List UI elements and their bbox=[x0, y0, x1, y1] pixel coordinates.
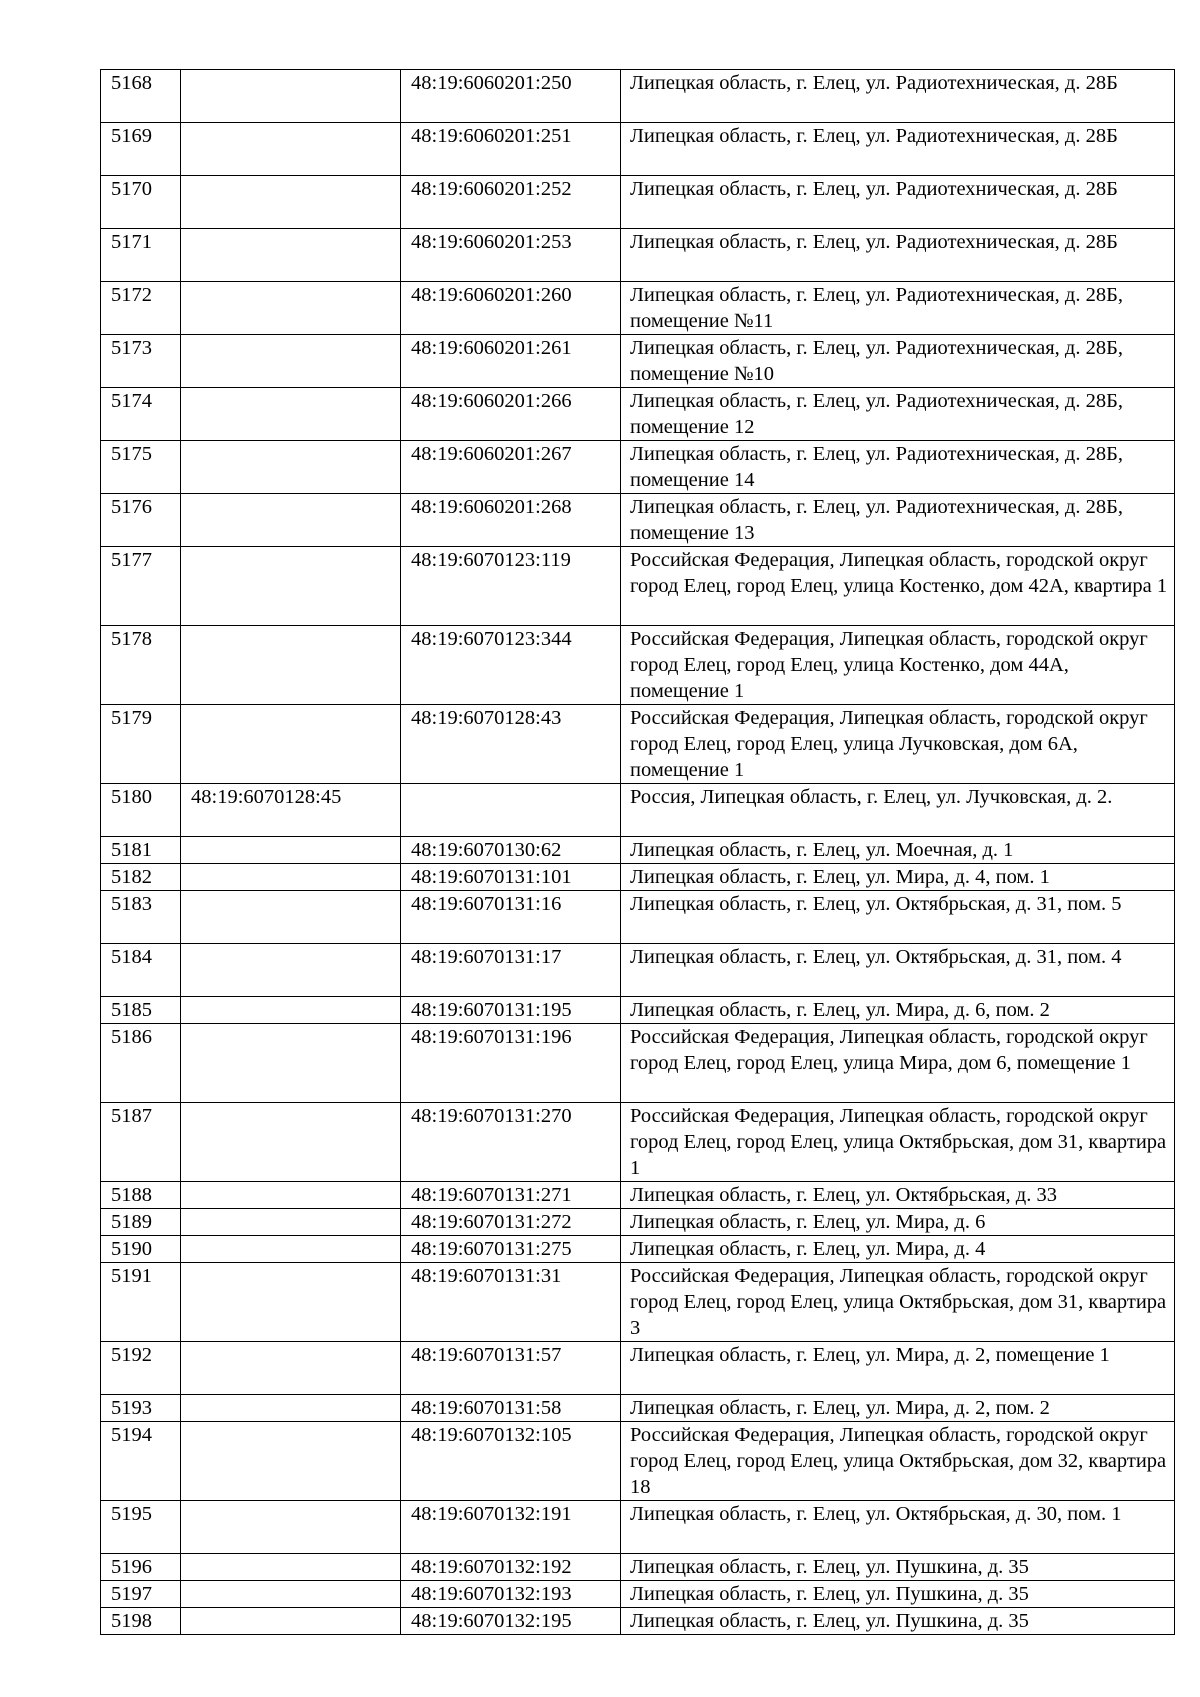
row-number-cell: 5187 bbox=[101, 1103, 181, 1182]
row-number-cell: 5169 bbox=[101, 123, 181, 176]
table-row bbox=[101, 1024, 1175, 1103]
address-cell: Липецкая область, г. Елец, ул. Октябрьская, д. 30, пом. 1 bbox=[621, 1501, 1175, 1554]
cadastral-number-cell: 48:19:6070131:58 bbox=[401, 1395, 621, 1422]
address-cell: Липецкая область, г. Елец, ул. Пушкина, д. 35 bbox=[621, 1581, 1175, 1608]
row-number-cell: 5176 bbox=[101, 494, 181, 547]
cadastral-number-cell: 48:19:6060201:252 bbox=[401, 176, 621, 229]
address-cell: Липецкая область, г. Елец, ул. Радиотехническая, д. 28Б, помещение №10 bbox=[621, 335, 1175, 388]
table-row bbox=[101, 1422, 1175, 1501]
row-number-cell: 5172 bbox=[101, 282, 181, 335]
row-number-cell: 5193 bbox=[101, 1395, 181, 1422]
cadastral-number-cell bbox=[181, 1024, 401, 1103]
table-row bbox=[101, 784, 1175, 837]
row-number-cell: 5173 bbox=[101, 335, 181, 388]
row-number-cell: 5174 bbox=[101, 388, 181, 441]
row-number-cell: 5171 bbox=[101, 229, 181, 282]
table-row bbox=[101, 1501, 1175, 1554]
row-number-cell: 5178 bbox=[101, 626, 181, 705]
address-cell: Российская Федерация, Липецкая область, городской округ город Елец, город Елец, улица Костенко, дом 44А, помещение 1 bbox=[621, 626, 1175, 705]
cadastral-number-cell bbox=[181, 1103, 401, 1182]
document-page bbox=[100, 69, 1174, 1635]
row-number-cell: 5184 bbox=[101, 944, 181, 997]
cadastral-number-cell bbox=[181, 1342, 401, 1395]
cadastral-number-cell bbox=[401, 784, 621, 837]
row-number-cell: 5190 bbox=[101, 1236, 181, 1263]
cadastral-number-cell: 48:19:6070132:195 bbox=[401, 1608, 621, 1635]
cadastral-number-cell: 48:19:6070132:192 bbox=[401, 1554, 621, 1581]
table-row bbox=[101, 1263, 1175, 1342]
row-number-cell: 5175 bbox=[101, 441, 181, 494]
cadastral-number-cell: 48:19:6070131:57 bbox=[401, 1342, 621, 1395]
table-row bbox=[101, 388, 1175, 441]
cadastral-number-cell: 48:19:6070131:195 bbox=[401, 997, 621, 1024]
row-number-cell: 5182 bbox=[101, 864, 181, 891]
cadastral-number-cell: 48:19:6070131:270 bbox=[401, 1103, 621, 1182]
table-row bbox=[101, 1342, 1175, 1395]
table-row bbox=[101, 282, 1175, 335]
cadastral-number-cell bbox=[181, 494, 401, 547]
address-cell: Российская Федерация, Липецкая область, городской округ город Елец, город Елец, улица Октябрьская, дом 31, квартира 3 bbox=[621, 1263, 1175, 1342]
address-cell: Россия, Липецкая область, г. Елец, ул. Лучковская, д. 2. bbox=[621, 784, 1175, 837]
table-row bbox=[101, 1236, 1175, 1263]
cadastral-number-cell: 48:19:6070128:43 bbox=[401, 705, 621, 784]
address-cell: Липецкая область, г. Елец, ул. Радиотехническая, д. 28Б, помещение 14 bbox=[621, 441, 1175, 494]
cadastral-number-cell: 48:19:6070131:275 bbox=[401, 1236, 621, 1263]
address-cell: Липецкая область, г. Елец, ул. Мира, д. 4 bbox=[621, 1236, 1175, 1263]
cadastral-number-cell bbox=[181, 1209, 401, 1236]
table-row bbox=[101, 1182, 1175, 1209]
table-row bbox=[101, 837, 1175, 864]
cadastral-number-cell: 48:19:6060201:250 bbox=[401, 70, 621, 123]
table-row bbox=[101, 70, 1175, 123]
table-row bbox=[101, 494, 1175, 547]
address-cell: Российская Федерация, Липецкая область, городской округ город Елец, город Елец, улица Лучковская, дом 6А, помещение 1 bbox=[621, 705, 1175, 784]
table-row bbox=[101, 229, 1175, 282]
row-number-cell: 5196 bbox=[101, 1554, 181, 1581]
table-row bbox=[101, 1103, 1175, 1182]
table-row bbox=[101, 1395, 1175, 1422]
cadastral-number-cell: 48:19:6070131:271 bbox=[401, 1182, 621, 1209]
cadastral-number-cell bbox=[181, 70, 401, 123]
table-row bbox=[101, 864, 1175, 891]
address-cell: Липецкая область, г. Елец, ул. Пушкина, д. 35 bbox=[621, 1554, 1175, 1581]
row-number-cell: 5191 bbox=[101, 1263, 181, 1342]
cadastral-number-cell bbox=[181, 1501, 401, 1554]
row-number-cell: 5198 bbox=[101, 1608, 181, 1635]
table-row bbox=[101, 176, 1175, 229]
address-cell: Липецкая область, г. Елец, ул. Радиотехническая, д. 28Б bbox=[621, 229, 1175, 282]
address-cell: Липецкая область, г. Елец, ул. Радиотехническая, д. 28Б bbox=[621, 176, 1175, 229]
cadastral-number-cell bbox=[181, 944, 401, 997]
address-cell: Липецкая область, г. Елец, ул. Мира, д. 2, помещение 1 bbox=[621, 1342, 1175, 1395]
cadastral-number-cell: 48:19:6070131:31 bbox=[401, 1263, 621, 1342]
address-cell: Липецкая область, г. Елец, ул. Радиотехническая, д. 28Б bbox=[621, 123, 1175, 176]
address-cell: Российская Федерация, Липецкая область, городской округ город Елец, город Елец, улица Октябрьская, дом 32, квартира 18 bbox=[621, 1422, 1175, 1501]
row-number-cell: 5168 bbox=[101, 70, 181, 123]
row-number-cell: 5195 bbox=[101, 1501, 181, 1554]
table-row bbox=[101, 1554, 1175, 1581]
property-registry-table bbox=[100, 69, 1175, 1635]
cadastral-number-cell bbox=[181, 705, 401, 784]
table-row bbox=[101, 547, 1175, 626]
address-cell: Липецкая область, г. Елец, ул. Радиотехническая, д. 28Б, помещение 12 bbox=[621, 388, 1175, 441]
address-cell: Липецкая область, г. Елец, ул. Радиотехническая, д. 28Б bbox=[621, 70, 1175, 123]
table-row bbox=[101, 891, 1175, 944]
cadastral-number-cell bbox=[181, 864, 401, 891]
cadastral-number-cell: 48:19:6070132:191 bbox=[401, 1501, 621, 1554]
row-number-cell: 5180 bbox=[101, 784, 181, 837]
cadastral-number-cell: 48:19:6060201:253 bbox=[401, 229, 621, 282]
registry-table-body bbox=[101, 70, 1175, 1635]
cadastral-number-cell: 48:19:6070132:105 bbox=[401, 1422, 621, 1501]
cadastral-number-cell: 48:19:6060201:251 bbox=[401, 123, 621, 176]
cadastral-number-cell: 48:19:6070123:344 bbox=[401, 626, 621, 705]
cadastral-number-cell bbox=[181, 176, 401, 229]
cadastral-number-cell bbox=[181, 335, 401, 388]
cadastral-number-cell: 48:19:6060201:267 bbox=[401, 441, 621, 494]
cadastral-number-cell: 48:19:6070130:62 bbox=[401, 837, 621, 864]
row-number-cell: 5189 bbox=[101, 1209, 181, 1236]
cadastral-number-cell: 48:19:6060201:268 bbox=[401, 494, 621, 547]
row-number-cell: 5181 bbox=[101, 837, 181, 864]
row-number-cell: 5179 bbox=[101, 705, 181, 784]
cadastral-number-cell bbox=[181, 1395, 401, 1422]
cadastral-number-cell: 48:19:6060201:261 bbox=[401, 335, 621, 388]
address-cell: Российская Федерация, Липецкая область, городской округ город Елец, город Елец, улица Мира, дом 6, помещение 1 bbox=[621, 1024, 1175, 1103]
row-number-cell: 5183 bbox=[101, 891, 181, 944]
table-row bbox=[101, 944, 1175, 997]
cadastral-number-cell: 48:19:6070131:16 bbox=[401, 891, 621, 944]
address-cell: Липецкая область, г. Елец, ул. Мира, д. 4, пом. 1 bbox=[621, 864, 1175, 891]
cadastral-number-cell bbox=[181, 1422, 401, 1501]
cadastral-number-cell bbox=[181, 891, 401, 944]
row-number-cell: 5188 bbox=[101, 1182, 181, 1209]
cadastral-number-cell: 48:19:6070128:45 bbox=[181, 784, 401, 837]
row-number-cell: 5177 bbox=[101, 547, 181, 626]
cadastral-number-cell: 48:19:6060201:260 bbox=[401, 282, 621, 335]
table-row bbox=[101, 705, 1175, 784]
table-row bbox=[101, 1581, 1175, 1608]
address-cell: Российская Федерация, Липецкая область, городской округ город Елец, город Елец, улица Октябрьская, дом 31, квартира 1 bbox=[621, 1103, 1175, 1182]
address-cell: Липецкая область, г. Елец, ул. Радиотехническая, д. 28Б, помещение №11 bbox=[621, 282, 1175, 335]
cadastral-number-cell bbox=[181, 1581, 401, 1608]
address-cell: Липецкая область, г. Елец, ул. Октябрьская, д. 33 bbox=[621, 1182, 1175, 1209]
address-cell: Липецкая область, г. Елец, ул. Мира, д. 6, пом. 2 bbox=[621, 997, 1175, 1024]
address-cell: Липецкая область, г. Елец, ул. Октябрьская, д. 31, пом. 5 bbox=[621, 891, 1175, 944]
cadastral-number-cell: 48:19:6070132:193 bbox=[401, 1581, 621, 1608]
cadastral-number-cell bbox=[181, 1236, 401, 1263]
address-cell: Липецкая область, г. Елец, ул. Моечная, д. 1 bbox=[621, 837, 1175, 864]
cadastral-number-cell: 48:19:6060201:266 bbox=[401, 388, 621, 441]
cadastral-number-cell bbox=[181, 229, 401, 282]
table-row bbox=[101, 123, 1175, 176]
cadastral-number-cell bbox=[181, 1182, 401, 1209]
cadastral-number-cell bbox=[181, 123, 401, 176]
address-cell: Липецкая область, г. Елец, ул. Мира, д. 6 bbox=[621, 1209, 1175, 1236]
address-cell: Российская Федерация, Липецкая область, городской округ город Елец, город Елец, улица Костенко, дом 42А, квартира 1 bbox=[621, 547, 1175, 626]
cadastral-number-cell bbox=[181, 1554, 401, 1581]
cadastral-number-cell: 48:19:6070131:101 bbox=[401, 864, 621, 891]
address-cell: Липецкая область, г. Елец, ул. Пушкина, д. 35 bbox=[621, 1608, 1175, 1635]
cadastral-number-cell bbox=[181, 1263, 401, 1342]
table-row bbox=[101, 335, 1175, 388]
cadastral-number-cell bbox=[181, 1608, 401, 1635]
table-row bbox=[101, 997, 1175, 1024]
cadastral-number-cell: 48:19:6070131:17 bbox=[401, 944, 621, 997]
cadastral-number-cell bbox=[181, 441, 401, 494]
cadastral-number-cell bbox=[181, 388, 401, 441]
cadastral-number-cell: 48:19:6070131:196 bbox=[401, 1024, 621, 1103]
row-number-cell: 5170 bbox=[101, 176, 181, 229]
cadastral-number-cell: 48:19:6070123:119 bbox=[401, 547, 621, 626]
cadastral-number-cell bbox=[181, 547, 401, 626]
table-row bbox=[101, 626, 1175, 705]
row-number-cell: 5186 bbox=[101, 1024, 181, 1103]
cadastral-number-cell bbox=[181, 997, 401, 1024]
address-cell: Липецкая область, г. Елец, ул. Радиотехническая, д. 28Б, помещение 13 bbox=[621, 494, 1175, 547]
table-row bbox=[101, 1209, 1175, 1236]
address-cell: Липецкая область, г. Елец, ул. Мира, д. 2, пом. 2 bbox=[621, 1395, 1175, 1422]
address-cell: Липецкая область, г. Елец, ул. Октябрьская, д. 31, пом. 4 bbox=[621, 944, 1175, 997]
cadastral-number-cell bbox=[181, 837, 401, 864]
table-row bbox=[101, 1608, 1175, 1635]
row-number-cell: 5192 bbox=[101, 1342, 181, 1395]
row-number-cell: 5197 bbox=[101, 1581, 181, 1608]
table-row bbox=[101, 441, 1175, 494]
cadastral-number-cell: 48:19:6070131:272 bbox=[401, 1209, 621, 1236]
cadastral-number-cell bbox=[181, 626, 401, 705]
cadastral-number-cell bbox=[181, 282, 401, 335]
row-number-cell: 5194 bbox=[101, 1422, 181, 1501]
row-number-cell: 5185 bbox=[101, 997, 181, 1024]
